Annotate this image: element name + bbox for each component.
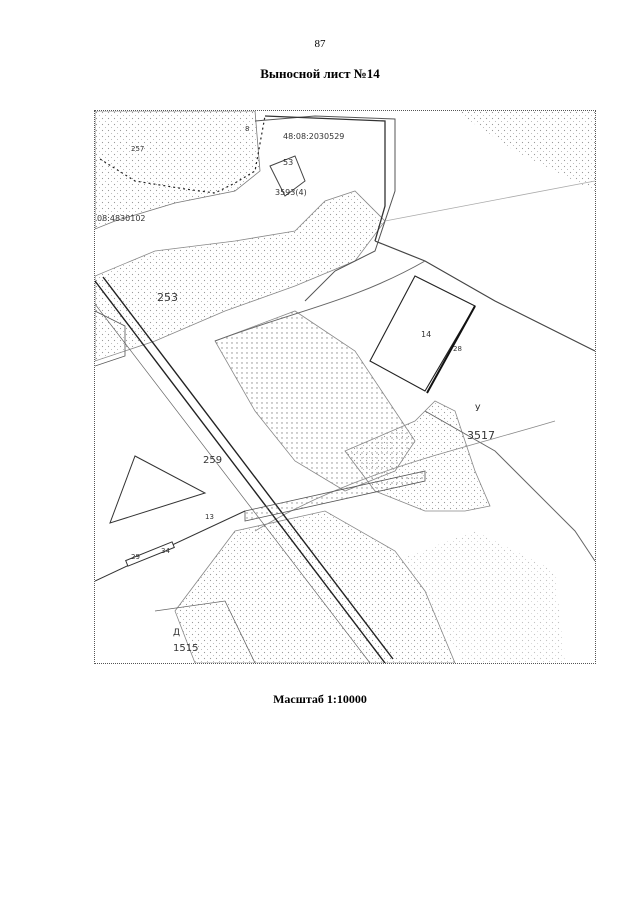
cadastral-map [95, 111, 595, 663]
map-scale: Масштаб 1:10000 [273, 692, 367, 706]
label-lot-259: 259 [203, 455, 223, 466]
label-pt-d: Д [173, 628, 181, 638]
label-pt-8: 8 [245, 125, 250, 133]
label-lot-14: 14 [421, 330, 432, 339]
label-pt-28: 28 [453, 345, 462, 353]
label-lot-3517: 3517 [467, 429, 495, 442]
label-num-257: 257 [131, 145, 145, 153]
sheet-title: Выносной лист №14 [260, 66, 380, 81]
boundary-diagonal-upper [385, 181, 595, 221]
map-frame [94, 110, 596, 664]
label-lot-253: 253 [157, 291, 178, 304]
page-number: 87 [314, 38, 326, 50]
label-pt-13: 13 [205, 513, 214, 521]
label-pt-34: 34 [161, 547, 170, 555]
triangle-parcel [110, 456, 205, 523]
forest-area-top [95, 111, 260, 229]
label-cadastral-left: 08:4830102 [97, 214, 146, 223]
label-lot-3593: 3593(4) [275, 188, 307, 197]
label-pt-29: 29 [131, 553, 140, 561]
label-cadastral-top: 48:08:2030529 [283, 132, 345, 141]
forest-area-right-top [455, 111, 595, 191]
label-y-mark: У [475, 404, 481, 414]
label-lot-1515: 1515 [173, 643, 199, 654]
label-parcel-53: 53 [283, 158, 294, 167]
